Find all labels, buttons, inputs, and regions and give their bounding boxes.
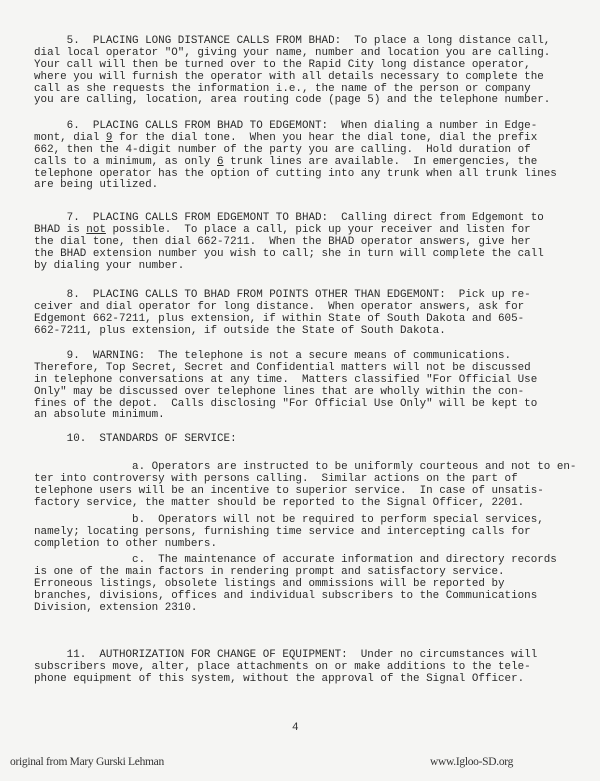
text-segment: mont, dial bbox=[34, 131, 106, 144]
text-segment: dial local operator "O", giving your name, number and location you are calling. bbox=[34, 46, 551, 59]
text-segment: call as she requests the information i.e., the name of the person or company bbox=[34, 82, 531, 95]
text-segment: Only" may be discussed over telephone lines that are wholly within the con- bbox=[34, 385, 525, 398]
text-segment: 6. PLACING CALLS FROM BHAD TO EDGEMONT: When dialing a number in Edge- bbox=[34, 120, 538, 132]
text-line bbox=[34, 603, 557, 615]
section-7 bbox=[34, 213, 544, 272]
footer-credit: original from Mary Gurski Lehman bbox=[10, 756, 164, 768]
underlined-text: 6 bbox=[217, 155, 224, 168]
text-segment: by dialing your number. bbox=[34, 259, 185, 272]
text-segment: 5. PLACING LONG DISTANCE CALLS FROM BHAD: To place a long distance call, bbox=[34, 35, 551, 47]
text-segment: Therefore, Top Secret, Secret and Confidential matters will not be discussed bbox=[34, 361, 531, 374]
text-segment: are being utilized. bbox=[34, 179, 159, 192]
section-6 bbox=[34, 121, 557, 192]
text-segment: c. The maintenance of accurate information and directory records bbox=[34, 554, 557, 566]
section-10 bbox=[34, 434, 237, 446]
text-segment: a. Operators are instructed to be uniformly courteous and not to en- bbox=[34, 461, 577, 473]
text-segment: an absolute minimum. bbox=[34, 409, 165, 422]
text-segment: calls to a minimum, as only bbox=[34, 155, 217, 168]
footer-website: www.Igloo-SD.org bbox=[430, 756, 514, 768]
text-line bbox=[34, 261, 544, 273]
text-segment: ceiver and dial operator for long distance. When operator answers, ask for bbox=[34, 300, 525, 313]
text-segment: 662, then the 4-digit number of the party you are calling. Hold duration of bbox=[34, 143, 531, 156]
text-segment: BHAD is bbox=[34, 223, 87, 236]
text-line bbox=[34, 539, 544, 551]
text-segment: 7. PLACING CALLS FROM EDGEMONT TO BHAD: Calling direct from Edgemont to bbox=[34, 212, 544, 224]
text-line bbox=[34, 674, 537, 686]
text-segment: you are calling, location, area routing code (page 5) and the telephone number. bbox=[34, 94, 551, 107]
text-segment: fines of the depot. Calls disclosing "For Official Use Only" will be kept to bbox=[34, 397, 538, 410]
underlined-text: 9 bbox=[105, 131, 113, 144]
text-segment: branches, divisions, offices and individual subscribers to the Communications bbox=[34, 589, 538, 602]
text-segment: b. Operators will not be required to perform special services, bbox=[34, 514, 544, 526]
text-line bbox=[34, 326, 531, 338]
section-5 bbox=[34, 36, 550, 107]
text-segment: Division, extension 2310. bbox=[34, 601, 198, 614]
text-segment: 8. PLACING CALLS TO BHAD FROM POINTS OTHER THAN EDGEMONT: Pick up re- bbox=[34, 289, 531, 301]
text-segment: telephone operator has the option of cutting into any trunk when all trunk lines bbox=[34, 167, 557, 180]
section-10c bbox=[34, 555, 557, 614]
section-8 bbox=[34, 290, 531, 338]
text-segment: namely; locating persons, furnishing time service and intercepting calls for bbox=[34, 525, 531, 538]
text-segment: Your call will then be turned over to the Rapid City long distance operator, bbox=[34, 58, 531, 71]
text-segment: completion to other numbers. bbox=[34, 537, 217, 550]
section-11 bbox=[34, 650, 537, 686]
section-9 bbox=[34, 351, 537, 422]
page-number: 4 bbox=[292, 722, 299, 734]
text-segment: in telephone conversations at any time. Matters classified "For Official Use bbox=[34, 373, 538, 386]
text-segment: is one of the main factors in rendering prompt and satisfactory service. bbox=[34, 565, 505, 578]
text-segment: 11. AUTHORIZATION FOR CHANGE OF EQUIPMENT: Under no circumstances will bbox=[34, 649, 538, 661]
text-segment: the dial tone, then dial 662-7211. When the BHAD operator answers, give her bbox=[34, 235, 531, 248]
section-10b bbox=[34, 515, 544, 551]
text-line bbox=[34, 180, 557, 192]
text-segment: possible. To place a call, pick up your receiver and listen for bbox=[105, 223, 531, 236]
text-segment: the BHAD extension number you wish to call; she in turn will complete the call bbox=[34, 247, 544, 260]
text-line bbox=[34, 434, 237, 446]
text-line bbox=[34, 95, 550, 107]
text-line bbox=[34, 498, 576, 510]
text-segment: Edgemont 662-7211, plus extension, if within State of South Dakota and 605- bbox=[34, 312, 525, 325]
text-segment: subscribers move, alter, place attachments on or make additions to the tele- bbox=[34, 660, 531, 673]
text-line bbox=[34, 410, 537, 422]
text-segment: phone equipment of this system, without the approval of the Signal Officer. bbox=[34, 672, 525, 685]
text-segment: trunk lines are available. In emergencies, the bbox=[223, 155, 538, 168]
text-segment: 9. WARNING: The telephone is not a secure means of communications. bbox=[34, 350, 512, 362]
text-segment: for the dial tone. When you hear the dial tone, dial the prefix bbox=[112, 131, 538, 144]
text-segment: ter into controversy with persons calling. Similar actions on the part of bbox=[34, 472, 518, 485]
text-segment: 10. STANDARDS OF SERVICE: bbox=[34, 433, 237, 445]
text-segment: where you will furnish the operator with all details necessary to complete the bbox=[34, 70, 544, 83]
underlined-text: not bbox=[86, 223, 106, 236]
text-segment: Erroneous listings, obsolete listings and ommissions will be reported by bbox=[34, 577, 505, 590]
section-10a bbox=[34, 462, 576, 510]
text-segment: factory service, the matter should be reported to the Signal Officer, 2201. bbox=[34, 496, 525, 509]
text-segment: 662-7211, plus extension, if outside the State of South Dakota. bbox=[34, 324, 446, 337]
text-segment: telephone users will be an incentive to superior service. In case of unsatis- bbox=[34, 484, 544, 497]
